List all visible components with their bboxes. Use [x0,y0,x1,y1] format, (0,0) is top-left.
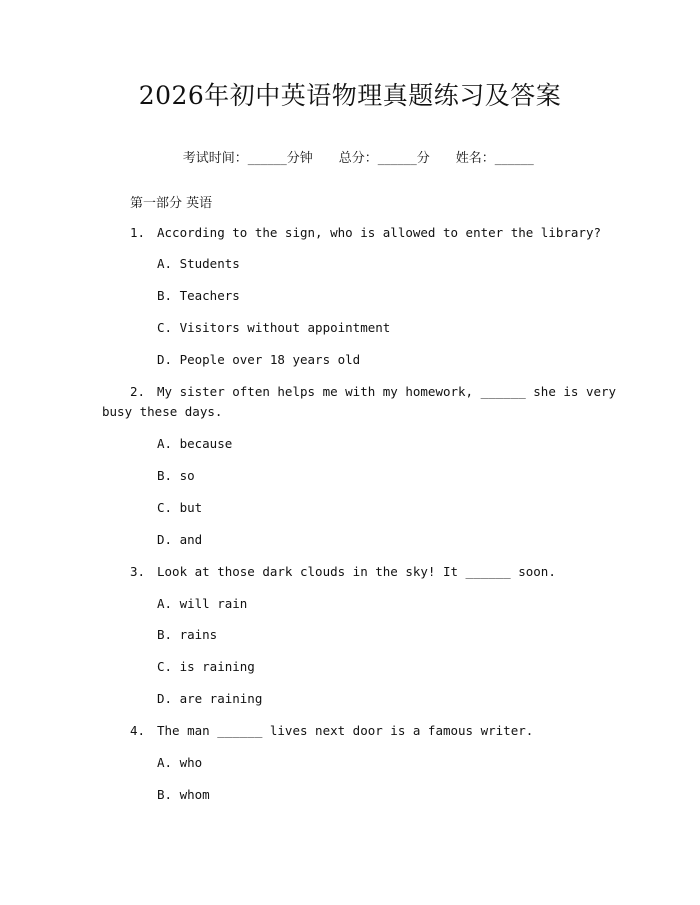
option-c: C. but [157,500,203,515]
question-number: 2. [130,384,146,399]
question-number: 4. [130,723,146,738]
exam-meta-line [0,132,700,181]
question-number: 3. [130,564,146,579]
option-b: B. Teachers [157,288,240,303]
option-a: A. will rain [157,596,248,611]
name-field: 姓名：______ [455,151,534,166]
question-text: Look at those dark clouds in the sky! It ______ soon. [157,564,556,579]
question-text: My sister often helps me with my homework, ______ she is very [157,384,617,399]
option-a: A. who [157,755,203,770]
section-heading: 第一部分 英语 [130,196,213,211]
question-text: According to the sign, who is allowed to enter the library? [157,225,602,240]
question-text: The man ______ lives next door is a famous writer. [157,723,534,738]
option-b: B. rains [157,627,218,642]
option-a: A. Students [157,256,240,271]
document-title: 2026年初中英语物理真题练习及答案 [138,81,562,110]
question-number: 1. [130,225,146,240]
option-b: B. whom [157,787,210,802]
option-a: A. because [157,436,233,451]
option-d: D. People over 18 years old [157,352,361,367]
option-d: D. are raining [157,691,263,706]
option-c: C. Visitors without appointment [157,320,391,335]
question-text-continued: busy these days. [102,404,223,419]
total-score-field: 总分：______分 [338,151,430,166]
option-d: D. and [157,532,203,547]
exam-time-field: 考试时间：______分钟 [182,151,313,166]
option-b: B. so [157,468,195,483]
option-c: C. is raining [157,659,255,674]
